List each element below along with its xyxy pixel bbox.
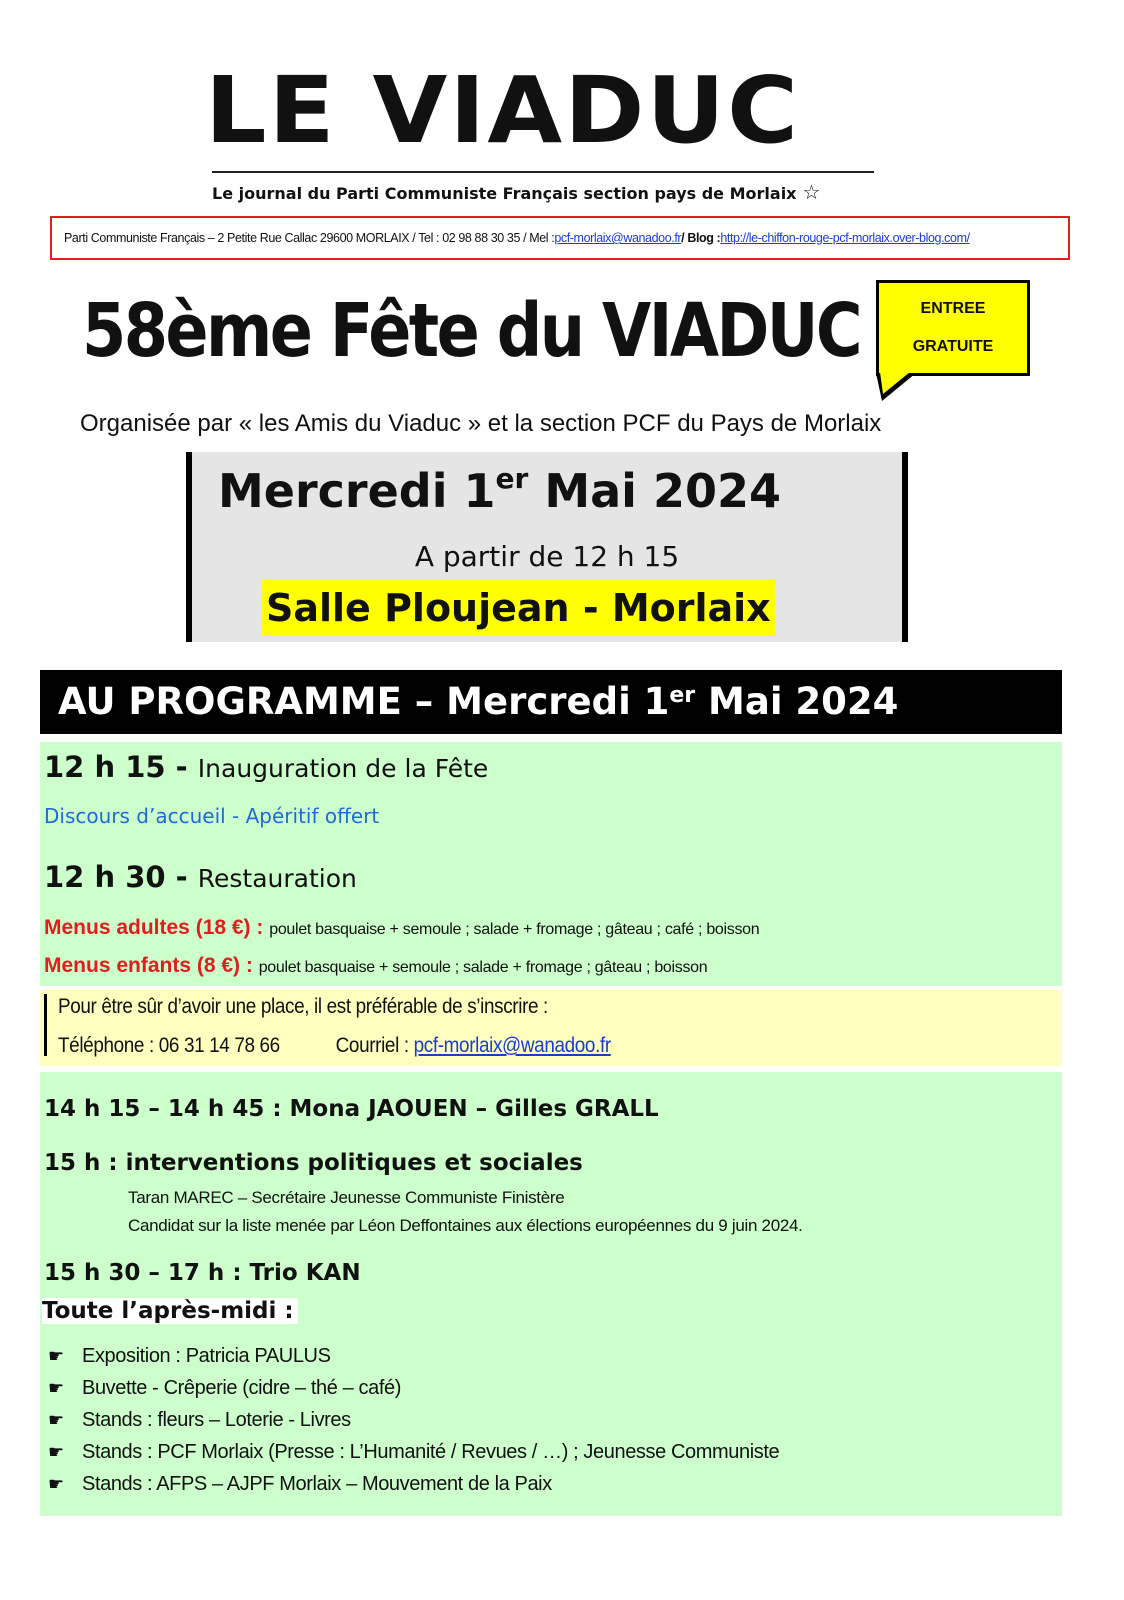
signup-bar bbox=[44, 994, 47, 1056]
signup-mail-link[interactable]: pcf-morlaix@wanadoo.fr bbox=[413, 1034, 611, 1057]
pointing-hand-icon: ☛ bbox=[48, 1346, 64, 1366]
list-item bbox=[48, 1372, 779, 1404]
list-item-text: Stands : PCF Morlaix (Presse : L’Humanité / Revues / …) ; Jeunesse Communiste bbox=[82, 1441, 780, 1463]
pointing-hand-icon: ☛ bbox=[48, 1474, 64, 1494]
menu-adults-label: Menus adultes (18 €) : bbox=[44, 916, 270, 939]
badge-line-2: GRATUITE bbox=[912, 338, 994, 355]
event-name: Inauguration de la Fête bbox=[197, 754, 489, 783]
pointing-hand-icon: ☛ bbox=[48, 1378, 64, 1398]
star-outline-icon: ☆ bbox=[802, 180, 821, 204]
list-item-text: Stands : fleurs – Loterie - Livres bbox=[82, 1409, 351, 1431]
menu-children-label: Menus enfants (8 €) : bbox=[44, 954, 259, 977]
programme-header-suffix: Mai 2024 bbox=[695, 680, 899, 723]
signup-phone: Téléphone : 06 31 14 78 66 bbox=[58, 1034, 280, 1057]
contact-blog-link[interactable]: http://le-chiffon-rouge-pcf-morlaix.over-blog.com/ bbox=[720, 231, 970, 245]
fete-title: 58ème Fête du VIADUC bbox=[82, 288, 860, 374]
signup-mail-label: Courriel : bbox=[335, 1034, 414, 1057]
list-item bbox=[48, 1340, 779, 1372]
event-date bbox=[218, 464, 898, 518]
signup-box bbox=[40, 990, 1062, 1066]
event-time: 12 h 30 - bbox=[44, 860, 198, 894]
event-time: 12 h 15 - bbox=[44, 750, 198, 784]
event-concert-1: 14 h 15 – 14 h 45 : Mona JAOUEN – Gilles GRALL bbox=[44, 1096, 659, 1122]
signup-contacts bbox=[58, 1034, 611, 1058]
event-name: Restauration bbox=[197, 864, 357, 893]
event-trio-kan: 15 h 30 – 17 h : Trio KAN bbox=[44, 1260, 361, 1286]
pointing-hand-icon: ☛ bbox=[48, 1442, 64, 1462]
list-item bbox=[48, 1436, 779, 1468]
event-date-day: Mercredi 1 bbox=[218, 464, 496, 518]
menu-children-text: poulet basquaise + semoule ; salade + fromage ; gâteau ; boisson bbox=[258, 959, 708, 976]
activities-list bbox=[48, 1340, 779, 1500]
event-date-sup: er bbox=[495, 462, 529, 495]
programme-afternoon-section bbox=[40, 1072, 1062, 1296]
list-item-text: Exposition : Patricia PAULUS bbox=[82, 1345, 331, 1367]
event-speeches: 15 h : interventions politiques et sociales bbox=[44, 1150, 583, 1176]
programme-header bbox=[40, 670, 1062, 734]
speech-bubble-tail-fill bbox=[880, 372, 910, 394]
menu-children bbox=[44, 954, 707, 978]
masthead-subtitle bbox=[212, 180, 892, 204]
list-item bbox=[48, 1468, 779, 1500]
programme-header-sup: er bbox=[669, 683, 696, 708]
list-item-text: Buvette - Crêperie (cidre – thé – café) bbox=[82, 1377, 401, 1399]
contact-blog-label: / Blog : bbox=[681, 231, 721, 245]
list-item-text: Stands : AFPS – AJPF Morlaix – Mouvement de la Paix bbox=[82, 1473, 552, 1495]
free-entry-badge bbox=[876, 280, 1030, 376]
masthead-title: LE VIADUC bbox=[205, 57, 801, 164]
programme-lunch-section bbox=[40, 742, 1062, 986]
afternoon-heading: Toute l’après-midi : bbox=[42, 1298, 298, 1324]
event-inauguration bbox=[44, 750, 488, 784]
pointing-hand-icon: ☛ bbox=[48, 1410, 64, 1430]
date-box bbox=[186, 452, 908, 642]
speaker-line: Taran MAREC – Secrétaire Jeunesse Communiste Finistère bbox=[128, 1188, 565, 1207]
event-detail: Discours d’accueil - Apéritif offert bbox=[44, 804, 380, 828]
menu-adults-text: poulet basquaise + semoule ; salade + fromage ; gâteau ; café ; boisson bbox=[269, 921, 760, 938]
masthead-subtitle-text: Le journal du Parti Communiste Français section pays de Morlaix bbox=[212, 184, 797, 203]
event-date-rest: Mai 2024 bbox=[528, 464, 781, 518]
contact-address: Parti Communiste Français – 2 Petite Rue Callac 29600 MORLAIX / Tel : 02 98 88 30 35 / Mel : bbox=[64, 231, 555, 245]
signup-text: Pour être sûr d’avoir une place, il est préférable de s’inscrire : bbox=[58, 995, 548, 1018]
event-venue: Salle Ploujean - Morlaix bbox=[262, 580, 775, 636]
programme-header-prefix: AU PROGRAMME – Mercredi 1 bbox=[58, 680, 670, 723]
badge-line-1: ENTREE bbox=[920, 300, 986, 317]
speaker-line: Candidat sur la liste menée par Léon Deffontaines aux élections européennes du 9 juin 2024. bbox=[128, 1216, 803, 1235]
masthead bbox=[205, 57, 885, 164]
menu-adults bbox=[44, 916, 759, 940]
event-start-time: A partir de 12 h 15 bbox=[414, 540, 680, 573]
contact-box bbox=[50, 216, 1070, 260]
contact-email-link[interactable]: pcf-morlaix@wanadoo.fr bbox=[554, 231, 682, 245]
organiser-line: Organisée par « les Amis du Viaduc » et la section PCF du Pays de Morlaix bbox=[80, 410, 882, 437]
list-item bbox=[48, 1404, 779, 1436]
event-restauration bbox=[44, 860, 357, 894]
masthead-divider bbox=[212, 171, 874, 173]
